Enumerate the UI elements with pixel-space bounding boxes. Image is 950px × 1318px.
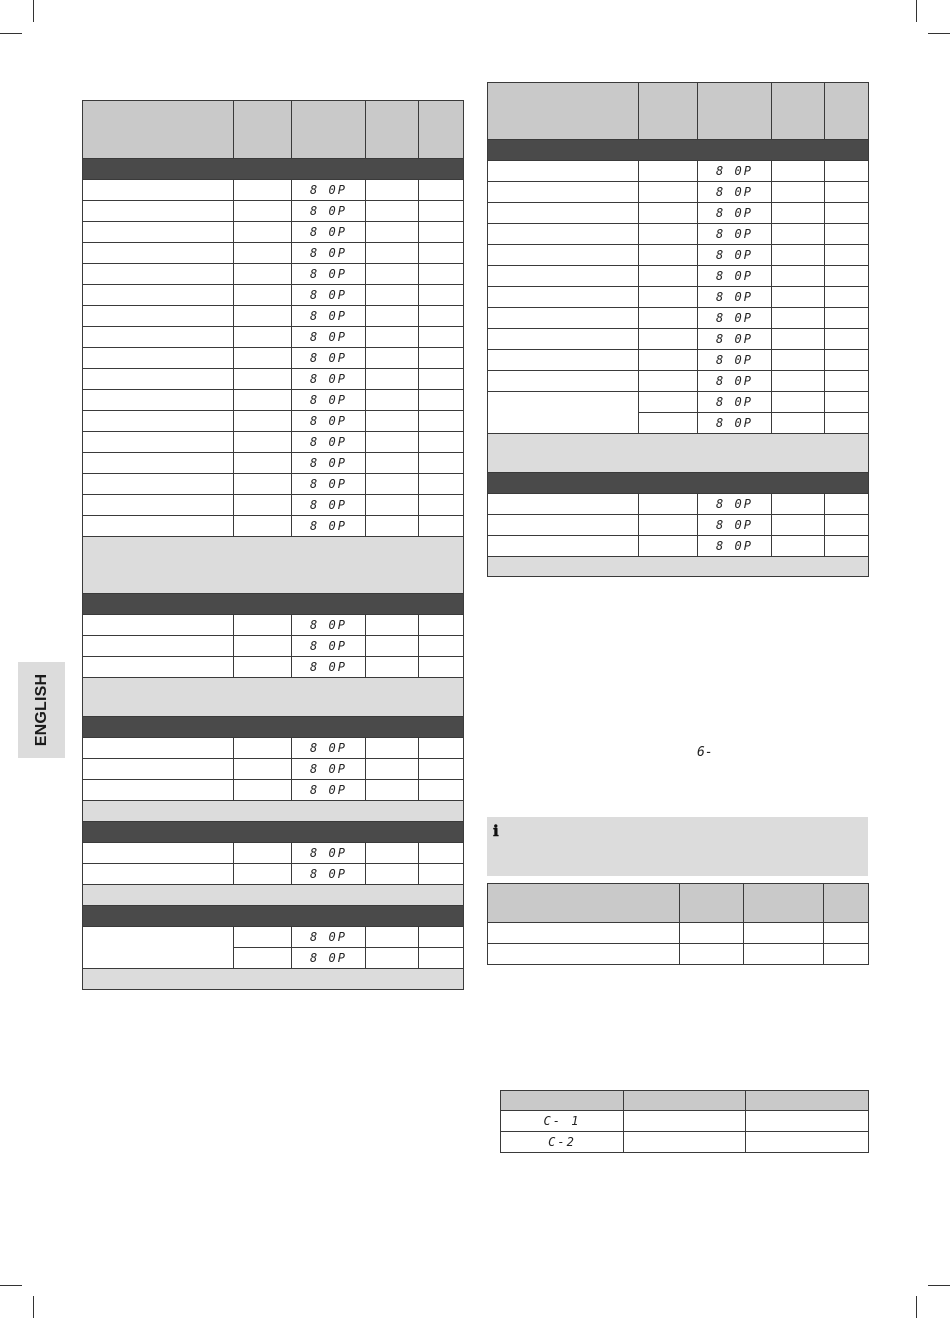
display-code: 8 0P	[292, 864, 366, 885]
note-row	[83, 885, 464, 906]
table-row	[83, 285, 464, 306]
table-row	[83, 180, 464, 201]
table-row	[83, 759, 464, 780]
display-code: 8 0P	[292, 348, 366, 369]
display-code-c1: C- 1	[501, 1111, 624, 1132]
display-code: 8 0P	[292, 780, 366, 801]
display-code: 8 0P	[698, 182, 772, 203]
table-row	[83, 411, 464, 432]
display-code: 8 0P	[292, 285, 366, 306]
section-header	[488, 473, 869, 494]
table-row	[488, 329, 869, 350]
display-code: 8 0P	[698, 287, 772, 308]
table-row	[83, 474, 464, 495]
crop-mark	[0, 33, 22, 34]
table-row	[488, 203, 869, 224]
crop-mark	[916, 0, 917, 22]
note-row	[83, 801, 464, 822]
display-code: 8 0P	[292, 948, 366, 969]
table-row	[83, 369, 464, 390]
display-code: 8 0P	[698, 350, 772, 371]
display-code: 8 0P	[292, 657, 366, 678]
table-row	[83, 780, 464, 801]
display-code: 8 0P	[698, 329, 772, 350]
table-row	[83, 306, 464, 327]
table-row	[488, 515, 869, 536]
crop-mark	[916, 1296, 917, 1318]
section-header	[83, 906, 464, 927]
table-row	[488, 536, 869, 557]
table-row	[83, 222, 464, 243]
display-code: 8 0P	[292, 615, 366, 636]
table-row	[83, 636, 464, 657]
note-row	[488, 557, 869, 577]
table-row	[83, 615, 464, 636]
info-box	[487, 817, 868, 876]
table-row	[83, 327, 464, 348]
table-row	[83, 264, 464, 285]
table-row	[501, 1111, 869, 1132]
display-code: 8 0P	[292, 516, 366, 537]
table-header	[501, 1091, 869, 1111]
display-code: 8 0P	[698, 515, 772, 536]
crop-mark	[928, 33, 950, 34]
program-table-right	[487, 82, 869, 577]
display-code: 8 0P	[292, 495, 366, 516]
section-header	[488, 140, 869, 161]
table-row	[83, 201, 464, 222]
display-code-c2: C-2	[501, 1132, 624, 1153]
table-row	[488, 161, 869, 182]
table-row	[488, 266, 869, 287]
table-row	[488, 350, 869, 371]
table-row	[83, 390, 464, 411]
display-code: 8 0P	[698, 308, 772, 329]
table-row	[488, 287, 869, 308]
crop-mark	[0, 1285, 22, 1286]
table-row	[488, 308, 869, 329]
display-code: 8 0P	[292, 411, 366, 432]
note-row	[83, 678, 464, 717]
note-row	[83, 969, 464, 990]
display-code: 8 0P	[292, 180, 366, 201]
language-tab-label: ENGLISH	[32, 673, 50, 747]
table-row	[83, 495, 464, 516]
table-row	[488, 224, 869, 245]
note-row	[83, 537, 464, 594]
table-header	[488, 83, 869, 140]
table-row	[488, 923, 869, 944]
crop-mark	[33, 0, 34, 22]
display-code: 8 0P	[292, 222, 366, 243]
table-row	[83, 864, 464, 885]
info-icon: ℹ	[493, 822, 499, 840]
table-row	[83, 453, 464, 474]
display-code: 8 0P	[292, 843, 366, 864]
section-header	[83, 159, 464, 180]
display-code: 8 0P	[292, 738, 366, 759]
table-row	[83, 738, 464, 759]
display-glyph: 6-	[697, 745, 713, 760]
display-code: 8 0P	[698, 413, 772, 434]
section-header	[83, 717, 464, 738]
program-table-left	[82, 100, 464, 990]
display-code: 8 0P	[292, 369, 366, 390]
display-code: 8 0P	[292, 474, 366, 495]
section-header	[83, 822, 464, 843]
table-header	[83, 101, 464, 159]
display-code: 8 0P	[698, 536, 772, 557]
table-row	[83, 243, 464, 264]
display-code: 8 0P	[698, 266, 772, 287]
settings-table	[487, 883, 869, 965]
section-header	[83, 594, 464, 615]
display-code: 8 0P	[292, 759, 366, 780]
display-code: 8 0P	[698, 494, 772, 515]
display-code: 8 0P	[292, 264, 366, 285]
crop-mark	[928, 1285, 950, 1286]
table-row	[488, 182, 869, 203]
table-row	[488, 392, 869, 413]
display-code: 8 0P	[292, 432, 366, 453]
table-row	[488, 944, 869, 965]
display-code: 8 0P	[292, 390, 366, 411]
display-code: 8 0P	[292, 306, 366, 327]
table-row	[83, 516, 464, 537]
table-row	[488, 245, 869, 266]
display-code: 8 0P	[698, 224, 772, 245]
table-row	[488, 371, 869, 392]
language-tab	[18, 662, 65, 758]
table-row	[501, 1132, 869, 1153]
display-code: 8 0P	[292, 927, 366, 948]
table-row	[83, 657, 464, 678]
table-row	[83, 432, 464, 453]
note-row	[488, 434, 869, 473]
table-header	[488, 884, 869, 923]
display-code: 8 0P	[698, 392, 772, 413]
display-code: 8 0P	[698, 371, 772, 392]
table-row	[83, 348, 464, 369]
table-row	[83, 927, 464, 948]
display-code: 8 0P	[292, 453, 366, 474]
display-code: 8 0P	[292, 243, 366, 264]
display-code: 8 0P	[292, 636, 366, 657]
crop-mark	[33, 1296, 34, 1318]
display-code: 8 0P	[698, 161, 772, 182]
table-row	[83, 843, 464, 864]
code-table	[500, 1090, 869, 1153]
display-code: 8 0P	[698, 245, 772, 266]
display-code: 8 0P	[292, 201, 366, 222]
display-code: 8 0P	[698, 203, 772, 224]
display-code: 8 0P	[292, 327, 366, 348]
table-row	[488, 494, 869, 515]
